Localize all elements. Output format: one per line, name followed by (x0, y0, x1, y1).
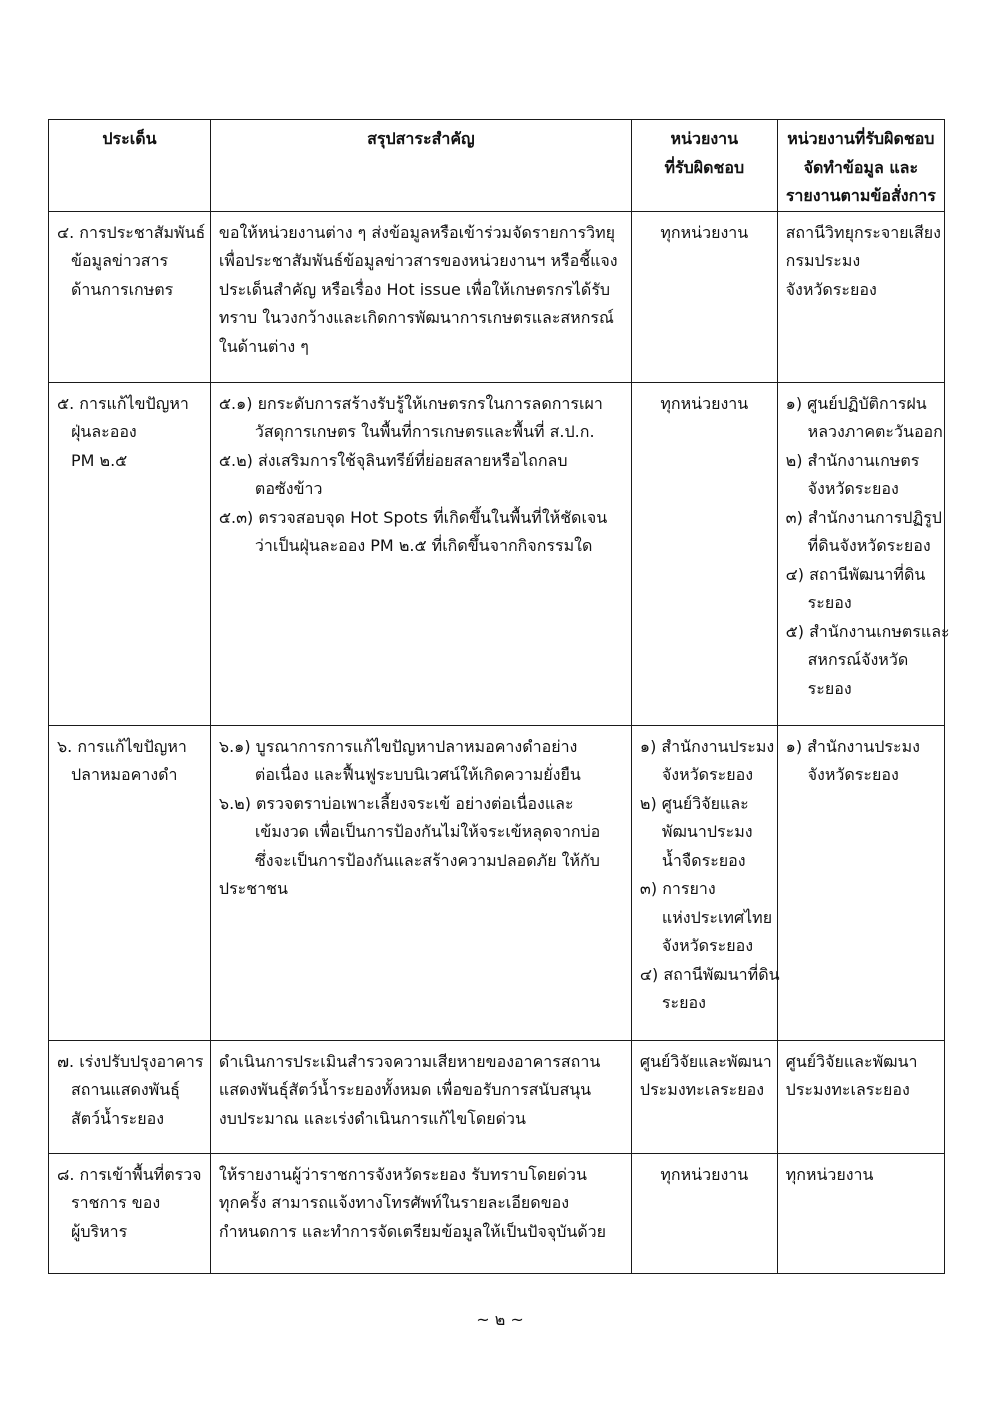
table-row (49, 1153, 945, 1273)
responsible-cell: ทุกหน่วยงาน (631, 1153, 777, 1273)
summary-cell: ดำเนินการประเมินสำรวจความเสียหายของอาคารสถาน แสดงพันธุ์สัตว์น้ำระยองทั้งหมด เพื่อขอรับการสนับสนุน งบประมาณ และเร่งดำเนินการแก้ไขโดยด่วน (210, 1040, 631, 1153)
responsible-cell: ทุกหน่วยงาน (631, 211, 777, 382)
topic-cell: ๖. การแก้ไขปัญหา ปลาหมอคางดำ (49, 725, 211, 1040)
topic-cell: ๗. เร่งปรับปรุงอาคาร สถานแสดงพันธุ์ สัตว์น้ำระยอง (49, 1040, 211, 1153)
reporting-cell: ๑) ศูนย์ปฏิบัติการฝน หลวงภาคตะวันออก ๒) สำนักงานเกษตร จังหวัดระยอง ๓) สำนักงานการปฏิรูป ที่ดินจังหวัดระยอง ๔) สถานีพัฒนาที่ดิน ระยอง ๕) สำนักงานเกษตรและ สหกรณ์จังหวัด ระยอง (777, 382, 944, 725)
topic-cell: ๘. การเข้าพื้นที่ตรวจ ราชการ ของ ผู้บริหาร (49, 1153, 211, 1273)
summary-cell: ๖.๑) บูรณาการการแก้ไขปัญหาปลาหมอคางดำอย่าง ต่อเนื่อง และฟื้นฟูระบบนิเวศน์ให้เกิดความยั่งยืน ๖.๒) ตรวจตราบ่อเพาะเลี้ยงจระเข้ อย่างต่อเนื่องและ เข้มงวด เพื่อเป็นการป้องกันไม่ให้จระเข้หลุดจากบ่อ ซึ่งจะเป็นการป้องกันและสร้างความปลอดภัย ให้กับ ประชาชน (210, 725, 631, 1040)
header-responsible: หน่วยงาน ที่รับผิดชอบ (631, 120, 777, 212)
table-row (49, 1040, 945, 1153)
directive-table (48, 119, 950, 1274)
summary-cell: ให้รายงานผู้ว่าราชการจังหวัดระยอง รับทราบโดยด่วน ทุกครั้ง สามารถแจ้งทางโทรศัพท์ในรายละเอียดของ กำหนดการ และทำการจัดเตรียมข้อมูลให้เป็นปัจจุบันด้วย (210, 1153, 631, 1273)
header-row (49, 120, 945, 212)
summary-cell: ๕.๑) ยกระดับการสร้างรับรู้ให้เกษตรกรในการลดการเผา วัสดุการเกษตร ในพื้นที่การเกษตรและพื้นที่ ส.ป.ก. ๕.๒) ส่งเสริมการใช้จุลินทรีย์ที่ย่อยสลายหรือไถกลบ ตอซังข้าว ๕.๓) ตรวจสอบจุด Hot Spots ที่เกิดขึ้นในพื้นที่ให้ชัดเจน ว่าเป็นฝุ่นละออง PM ๒.๕ ที่เกิดขึ้นจากกิจกรรมใด (210, 382, 631, 725)
header-summary: สรุปสาระสำคัญ (210, 120, 631, 212)
summary-cell: ขอให้หน่วยงานต่าง ๆ ส่งข้อมูลหรือเข้าร่วมจัดรายการวิทยุ เพื่อประชาสัมพันธ์ข้อมูลข่าวสารของหน่วยงานฯ หรือชี้แจง ประเด็นสำคัญ หรือเรื่อง Hot issue เพื่อให้เกษตรกรได้รับ ทราบ ในวงกว้างและเกิดการพัฒนาการเกษตรและสหกรณ์ ในด้านต่าง ๆ (210, 211, 631, 382)
table-row (49, 211, 945, 382)
responsible-cell: ทุกหน่วยงาน (631, 382, 777, 725)
reporting-cell: ศูนย์วิจัยและพัฒนา ประมงทะเลระยอง (777, 1040, 944, 1153)
topic-cell: ๕. การแก้ไขปัญหา ฝุ่นละออง PM ๒.๕ (49, 382, 211, 725)
header-reporting: หน่วยงานที่รับผิดชอบ จัดทำข้อมูล และ รายงานตามข้อสั่งการ (777, 120, 944, 212)
responsible-cell: ๑) สำนักงานประมง จังหวัดระยอง ๒) ศูนย์วิจัยและ พัฒนาประมง น้ำจืดระยอง ๓) การยาง แห่งประเทศไทย จังหวัดระยอง ๔) สถานีพัฒนาที่ดิน ระยอง (631, 725, 777, 1040)
topic-cell: ๔. การประชาสัมพันธ์ ข้อมูลข่าวสาร ด้านการเกษตร (49, 211, 211, 382)
page-number: ~ ๒ ~ (476, 1310, 524, 1329)
table-row (49, 382, 945, 725)
responsible-cell: ศูนย์วิจัยและพัฒนา ประมงทะเลระยอง (631, 1040, 777, 1153)
header-topic: ประเด็น (49, 120, 211, 212)
reporting-cell: ทุกหน่วยงาน (777, 1153, 944, 1273)
reporting-cell: ๑) สำนักงานประมง จังหวัดระยอง (777, 725, 944, 1040)
table-row (49, 725, 945, 1040)
reporting-cell: สถานีวิทยุกระจายเสียง กรมประมง จังหวัดระยอง (777, 211, 944, 382)
